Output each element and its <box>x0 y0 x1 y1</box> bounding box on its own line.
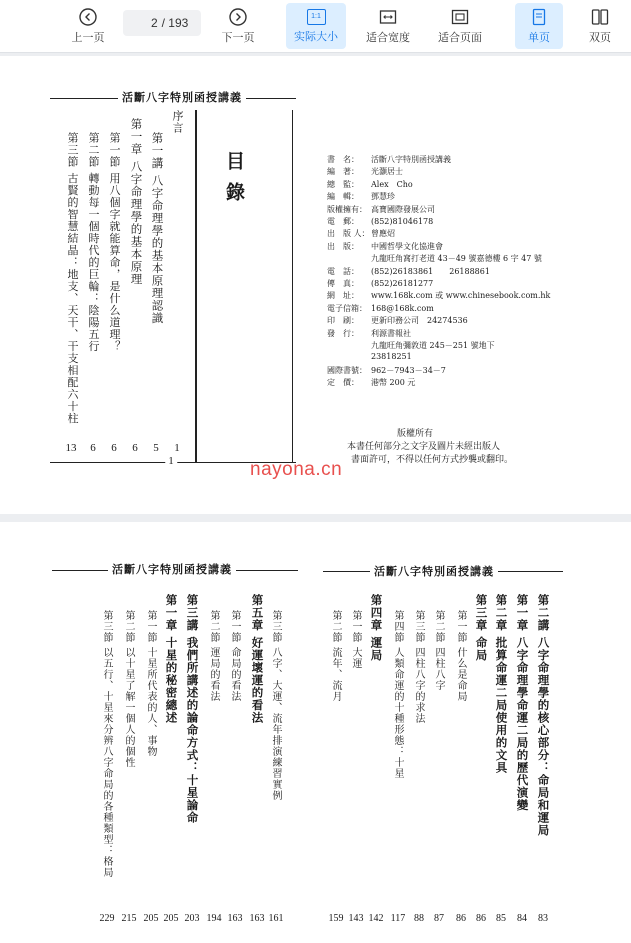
copyright-row <box>327 290 550 301</box>
fit-page-label: 适合页面 <box>438 32 482 44</box>
copyright-row <box>327 154 451 165</box>
toc-entry[interactable]: 第一章 十星的秘密總述 <box>164 594 179 725</box>
page-header: 活斷八字特別函授講義 <box>118 89 246 105</box>
copyright-row <box>327 204 435 215</box>
copyright-value: 光灝居士 <box>371 167 403 177</box>
rights-line: 本書任何部分之文字及圖片未經出版人 <box>347 442 501 452</box>
toc-page-number: 85 <box>496 913 506 924</box>
copyright-row <box>327 253 542 264</box>
toc-page-number: 142 <box>368 913 384 924</box>
copyright-value: 曾應炤 <box>371 229 395 239</box>
copyright-value: (852)26181277 <box>371 279 434 288</box>
page-header: 活斷八字特別函授講義 <box>108 561 236 577</box>
fit-page-icon <box>450 7 470 27</box>
toc-entry[interactable]: 第三節 四柱八字的求法 <box>413 610 424 725</box>
copyright-value: 中國哲學文化協進會 <box>371 241 443 251</box>
double-page-label: 双页 <box>589 32 611 44</box>
copyright-value: 九龍旺角窩打老道 43－49 號嘉德樓 6 字 47 號 <box>371 254 542 264</box>
toc-entry[interactable]: 第一節 十星所代表的人、事物 <box>145 610 156 758</box>
page-total: / 193 <box>161 16 189 30</box>
copyright-value: Alex Cho <box>371 179 413 189</box>
toc-entry[interactable]: 第三節 古賢的智慧結晶：地支、天干、干支相配六十柱 <box>66 132 79 425</box>
watermark-text: nayona.cn <box>250 459 343 480</box>
copyright-value: 鄧慧珍 <box>371 192 395 202</box>
toc-page-number: 5 <box>153 442 159 454</box>
toc-entry[interactable]: 第一章 八字命理學命運二局的歷代演變 <box>515 594 530 812</box>
copyright-value: 23818251 <box>371 352 412 362</box>
copyright-row <box>327 365 446 376</box>
copyright-label: 網 址： <box>327 291 359 301</box>
toc-page-number: 83 <box>538 913 548 924</box>
toc-entry[interactable]: 第五章 好運壞運的看法 <box>250 594 265 725</box>
copyright-row <box>327 241 443 252</box>
toc-entry[interactable]: 第二節 流年、流月 <box>330 610 341 703</box>
toc-entry[interactable]: 第三講 我們所講述的論命方式：十星論命 <box>185 594 200 825</box>
toc-page-number: 143 <box>348 913 364 924</box>
toc-page-number: 159 <box>328 913 344 924</box>
toc-entry[interactable]: 第四節 人類命運的十種形態：十星 <box>392 610 403 780</box>
copyright-value: 高寶國際發展公司 <box>371 204 435 214</box>
toc-entry[interactable]: 第二節 運局的看法 <box>208 610 219 703</box>
copyright-row <box>327 340 495 351</box>
copyright-label: 電子信箱： <box>327 303 367 313</box>
double-page-button[interactable] <box>576 3 624 49</box>
column-divider-outer <box>292 110 293 462</box>
viewer-toolbar <box>0 0 631 53</box>
copyright-label: 總 監： <box>327 179 359 189</box>
toc-page-number: 229 <box>99 913 115 924</box>
next-page-button[interactable] <box>210 3 266 49</box>
copyright-row <box>327 278 433 289</box>
copyright-label: 出 版： <box>327 241 359 251</box>
next-page-label: 下一页 <box>221 32 255 44</box>
toc-page-number: 163 <box>227 913 243 924</box>
page-number-input[interactable] <box>136 16 158 30</box>
chevron-right-circle-icon <box>228 7 248 27</box>
copyright-label: 電 郵： <box>327 217 359 226</box>
document-page-2 <box>0 522 631 943</box>
toc-page-number: 1 <box>174 442 180 454</box>
copyright-value: 962－7943－34－7 <box>371 365 446 375</box>
toc-page-number: 215 <box>121 913 137 924</box>
copyright-label: 電 話： <box>327 266 359 276</box>
column-divider <box>195 110 197 462</box>
rights-title: 版權所有 <box>397 429 434 439</box>
copyright-row <box>327 216 433 227</box>
chevron-left-circle-icon <box>78 7 98 27</box>
toc-entry[interactable]: 第三章 命局 <box>474 594 489 662</box>
toc-entry[interactable]: 第一節 什么是命局 <box>455 610 466 703</box>
single-page-label: 单页 <box>528 32 550 44</box>
toc-entry[interactable]: 第一節 命局的看法 <box>229 610 240 703</box>
copyright-row <box>327 166 403 177</box>
toc-page-number: 86 <box>456 913 466 924</box>
copyright-value: 港幣 200 元 <box>371 378 416 388</box>
toc-entry[interactable]: 序言 <box>171 110 184 134</box>
toc-page-number: 6 <box>90 442 96 454</box>
toc-entry[interactable]: 第二節 四柱八字 <box>433 610 444 692</box>
copyright-row <box>327 352 412 361</box>
toc-page-number: 6 <box>111 442 117 454</box>
copyright-row <box>327 303 434 314</box>
fit-page-button[interactable] <box>430 3 490 49</box>
toc-page-number: 84 <box>517 913 527 924</box>
copyright-label: 傳 真： <box>327 279 359 288</box>
fit-width-label: 适合宽度 <box>366 32 410 44</box>
toc-page-number: 86 <box>476 913 486 924</box>
single-page-button[interactable] <box>515 3 563 49</box>
double-page-icon <box>590 7 610 27</box>
copyright-label: 版權擁有： <box>327 204 367 214</box>
toc-entry[interactable]: 第四章 運局 <box>369 594 384 662</box>
copyright-row <box>327 266 490 277</box>
prev-page-label: 上一页 <box>71 32 105 44</box>
copyright-row <box>327 328 411 339</box>
copyright-label: 定 價： <box>327 378 359 388</box>
copyright-label: 國際書號： <box>327 365 367 375</box>
copyright-label: 編 輯： <box>327 192 359 202</box>
toc-page-number: 87 <box>434 913 444 924</box>
copyright-row <box>327 315 468 326</box>
fit-width-button[interactable] <box>358 3 418 49</box>
toc-entry[interactable]: 第二節 以十星了解一個人的個性 <box>123 610 134 769</box>
copyright-row <box>327 377 415 388</box>
page-indicator <box>123 10 201 36</box>
toc-entry[interactable]: 第二章 批算命運二局使用的文具 <box>494 594 509 775</box>
rights-line: 書面許可，不得以任何方式抄襲或翻印。 <box>351 455 514 465</box>
toc-page-number: 205 <box>143 913 159 924</box>
toc-entry[interactable]: 第三節 以五行、十星來分辨八字命局的各種類型：格局 <box>101 610 112 879</box>
copyright-label: 出 版 人： <box>327 229 370 239</box>
toc-page-number: 205 <box>163 913 179 924</box>
toc-entry[interactable]: 第一講 八字命理學的基本原理認識 <box>150 132 165 325</box>
copyright-value: 168@168k.com <box>371 303 434 313</box>
copyright-label: 發 行： <box>327 328 359 338</box>
copyright-value: 九龍旺角彌敦道 245－251 號地下 <box>371 341 495 350</box>
toc-entry[interactable]: 第一節 大運 <box>350 610 361 670</box>
toc-page-number: 203 <box>184 913 200 924</box>
toc-page-number: 194 <box>206 913 222 924</box>
copyright-label: 印 刷： <box>327 316 359 326</box>
toc-page-number: 6 <box>132 442 138 454</box>
copyright-row <box>327 179 413 190</box>
toc-page-number: 88 <box>414 913 424 924</box>
copyright-value: (852)26183861 26188861 <box>371 266 490 276</box>
copyright-value: 更新印務公司 24274536 <box>371 316 468 326</box>
actual-size-label: 实际大小 <box>294 31 338 43</box>
toc-page-number: 161 <box>268 913 284 924</box>
toc-entry[interactable]: 第一節 用八個字就能算命，是什么道理？ <box>108 132 121 353</box>
prev-page-button[interactable] <box>60 3 116 49</box>
toc-page-number: 117 <box>390 913 406 924</box>
copyright-value: 利源書報社 <box>371 328 411 338</box>
copyright-value: 活斷八字特別函授講義 <box>371 155 451 164</box>
fit-width-icon <box>378 7 398 27</box>
toc-page-number: 163 <box>249 913 265 924</box>
actual-size-icon: 1:1 <box>307 9 326 25</box>
single-page-icon <box>529 7 549 27</box>
page-header: 活斷八字特別函授講義 <box>370 563 498 579</box>
page-footer-number: 1 <box>165 455 177 467</box>
document-page-1 <box>0 56 631 514</box>
copyright-row <box>327 191 395 202</box>
toc-entry[interactable]: 第三節 八字、大運、流年排演練習實例 <box>270 610 281 802</box>
copyright-row <box>327 228 395 239</box>
copyright-value: (852)81046178 <box>371 217 434 226</box>
actual-size-button[interactable] <box>286 3 346 49</box>
toc-page-number: 13 <box>65 442 77 454</box>
toc-entry[interactable]: 第二講 八字命理學的核心部分：命局和運局 <box>536 594 551 837</box>
toc-title: 目錄 <box>223 151 245 213</box>
copyright-value: www.168k.com 或 www.chinesebook.com.hk <box>371 291 551 301</box>
toc-entry[interactable]: 第一章 八字命理學的基本原理 <box>129 118 144 286</box>
copyright-label: 書 名： <box>327 155 359 164</box>
copyright-label: 編 著： <box>327 167 359 177</box>
toc-entry[interactable]: 第二節 轉動每一個時代的巨輪：陰陽五行 <box>87 132 100 353</box>
